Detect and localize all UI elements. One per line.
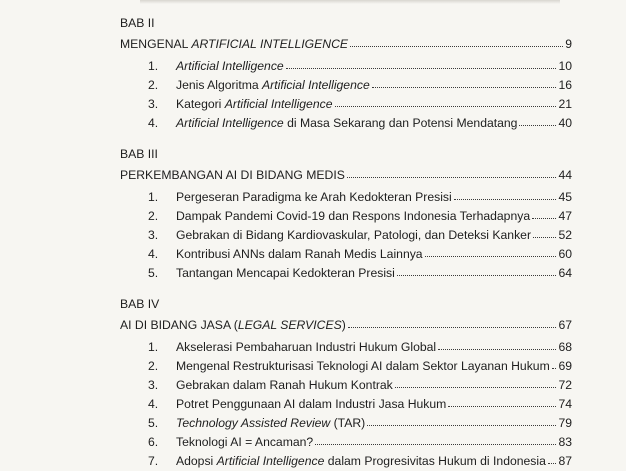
dot-leader — [519, 116, 556, 126]
entry-title — [176, 226, 531, 244]
dot-leader — [448, 397, 556, 407]
entry-title-part: di Masa Sekarang dan Potensi Mendatang — [283, 116, 518, 130]
entry-title — [176, 245, 423, 263]
bab-heading: BAB II — [120, 16, 155, 30]
chapter-title — [120, 35, 348, 53]
toc-entry[interactable] — [120, 226, 572, 245]
entry-title-part: Gebrakan dalam Ranah Hukum Kontrak — [176, 378, 393, 392]
page-number: 79 — [558, 416, 572, 430]
page-number: 10 — [558, 59, 572, 73]
toc-entry[interactable] — [120, 207, 572, 226]
chapter-title-part: PERKEMBANGAN AI DI BIDANG MEDIS — [120, 168, 345, 182]
entry-title — [176, 76, 370, 94]
chapter-entry[interactable] — [120, 32, 572, 57]
page-number: 67 — [558, 318, 572, 332]
toc-section — [120, 145, 572, 283]
entry-title-part: Jenis Algoritma — [176, 78, 263, 92]
toc-entry[interactable] — [120, 452, 572, 471]
entry-title — [176, 57, 284, 75]
chapter-title-part: ARTIFICIAL INTELLIGENCE — [191, 37, 349, 51]
dot-leader — [425, 247, 557, 257]
entry-number: 3. — [148, 378, 159, 392]
dot-leader — [286, 59, 557, 69]
dot-leader — [533, 228, 556, 238]
toc-entry[interactable] — [120, 414, 572, 433]
entry-title-part: Tantangan Mencapai Kedokteran Presisi — [176, 266, 395, 280]
page-number: 21 — [558, 97, 572, 111]
entry-title-part: Artificial Intelligence — [216, 454, 325, 468]
entry-title — [176, 188, 452, 206]
dot-leader — [552, 359, 557, 369]
entry-title-part: Artificial Intelligence — [262, 78, 370, 92]
toc-entry[interactable] — [120, 357, 572, 376]
page-number: 60 — [558, 247, 572, 261]
toc-section — [120, 295, 572, 471]
toc-entry[interactable] — [120, 376, 572, 395]
bab-heading: BAB IV — [120, 297, 160, 311]
page-number: 47 — [558, 209, 572, 223]
chapter-title-part: ) — [341, 318, 346, 332]
entry-number: 2. — [148, 359, 159, 373]
entry-number: 5. — [148, 416, 159, 430]
dot-leader — [532, 209, 556, 219]
entry-title — [176, 452, 546, 470]
chapter-title — [120, 316, 346, 334]
entry-title — [176, 376, 393, 394]
entry-title — [176, 264, 395, 282]
entry-number: 3. — [148, 228, 159, 242]
page-number: 52 — [558, 228, 572, 242]
entry-number: 6. — [148, 435, 159, 449]
dot-leader — [350, 37, 563, 47]
entry-title-part: Gebrakan di Bidang Kardiovaskular, Patologi, dan Deteksi Kanker — [176, 228, 532, 242]
entry-title — [176, 95, 333, 113]
page-number: 45 — [558, 190, 572, 204]
chapter-title — [120, 166, 345, 184]
entry-title — [176, 414, 365, 432]
toc-entry[interactable] — [120, 57, 572, 76]
entry-title-part: Kategori — [176, 97, 225, 111]
toc-entry[interactable] — [120, 188, 572, 207]
dot-leader — [454, 190, 557, 200]
entry-number: 5. — [148, 266, 159, 280]
chapter-title-part: MENGENAL — [120, 37, 192, 51]
entry-number: 4. — [148, 397, 159, 411]
entry-title-part: Mengenal Restrukturisasi Teknologi AI dalam Sektor Layanan Hukum — [176, 359, 550, 373]
page-number: 87 — [558, 454, 572, 468]
entry-title-part: Artificial Intelligence — [176, 116, 284, 130]
chapter-entry[interactable] — [120, 163, 572, 188]
entry-title — [176, 338, 436, 356]
entry-number: 1. — [148, 190, 159, 204]
entry-number: 1. — [148, 59, 159, 73]
entry-number: 4. — [148, 116, 159, 130]
dot-leader — [348, 318, 557, 328]
entry-number: 2. — [148, 209, 159, 223]
entry-title-part: Teknologi AI = Ancaman? — [176, 435, 314, 449]
dot-leader — [315, 435, 556, 445]
entry-title — [176, 395, 446, 413]
page-number: 40 — [558, 116, 572, 130]
entry-title-part: Kontribusi ANNs dalam Ranah Medis Lainnya — [176, 247, 423, 261]
entry-title-part: Pergeseran Paradigma ke Arah Kedokteran Presisi — [176, 190, 452, 204]
scan-edge — [140, 0, 560, 4]
chapter-entry[interactable] — [120, 313, 572, 338]
toc-entry[interactable] — [120, 114, 572, 133]
entry-number: 1. — [148, 340, 159, 354]
dot-leader — [347, 168, 557, 178]
bab-heading: BAB III — [120, 147, 158, 161]
page-number: 72 — [558, 378, 572, 392]
entry-number: 3. — [148, 97, 159, 111]
page-number: 9 — [565, 37, 572, 51]
entry-title-part: Akselerasi Pembaharuan Industri Hukum Global — [176, 340, 437, 354]
toc-entry[interactable] — [120, 395, 572, 414]
page-number: 69 — [558, 359, 572, 373]
entry-number: 4. — [148, 247, 159, 261]
page-number: 74 — [558, 397, 572, 411]
dot-leader — [438, 340, 556, 350]
toc-entry[interactable] — [120, 95, 572, 114]
entry-title-part: Artificial Intelligence — [224, 97, 333, 111]
toc-entry[interactable] — [120, 245, 572, 264]
entry-title — [176, 433, 313, 451]
entry-number: 7. — [148, 454, 159, 468]
page-number: 44 — [558, 168, 572, 182]
dot-leader — [335, 97, 557, 107]
toc-section — [120, 14, 572, 133]
toc-entry[interactable] — [120, 264, 572, 283]
dot-leader — [372, 78, 557, 88]
toc-entry[interactable] — [120, 338, 572, 357]
page-number: 83 — [558, 435, 572, 449]
chapter-title-part: AI DI BIDANG JASA ( — [120, 318, 238, 332]
entry-title — [176, 357, 550, 375]
toc-entry[interactable] — [120, 76, 572, 95]
toc-entry[interactable] — [120, 433, 572, 452]
chapter-title-part: LEGAL SERVICES — [237, 318, 342, 332]
entry-title — [176, 114, 517, 132]
entry-title-part: Potret Penggunaan AI dalam Industri Jasa Hukum — [176, 397, 447, 411]
dot-leader — [367, 416, 556, 426]
entry-title-part: Dampak Pandemi Covid-19 dan Respons Indonesia Terhadapnya — [176, 209, 531, 223]
entry-title-part: Adopsi — [176, 454, 217, 468]
entry-title-part: Technology Assisted Review — [176, 416, 331, 430]
page-number: 68 — [558, 340, 572, 354]
entry-number: 2. — [148, 78, 159, 92]
dot-leader — [395, 378, 557, 388]
entry-title-part: dalam Progresivitas Hukum di Indonesia — [324, 454, 546, 468]
dot-leader — [548, 454, 557, 464]
dot-leader — [397, 266, 557, 276]
page-number: 64 — [558, 266, 572, 280]
table-of-contents — [120, 14, 572, 471]
entry-title — [176, 207, 530, 225]
entry-title-part: (TAR) — [330, 416, 366, 430]
page-number: 16 — [558, 78, 572, 92]
entry-title-part: Artificial Intelligence — [176, 59, 284, 73]
